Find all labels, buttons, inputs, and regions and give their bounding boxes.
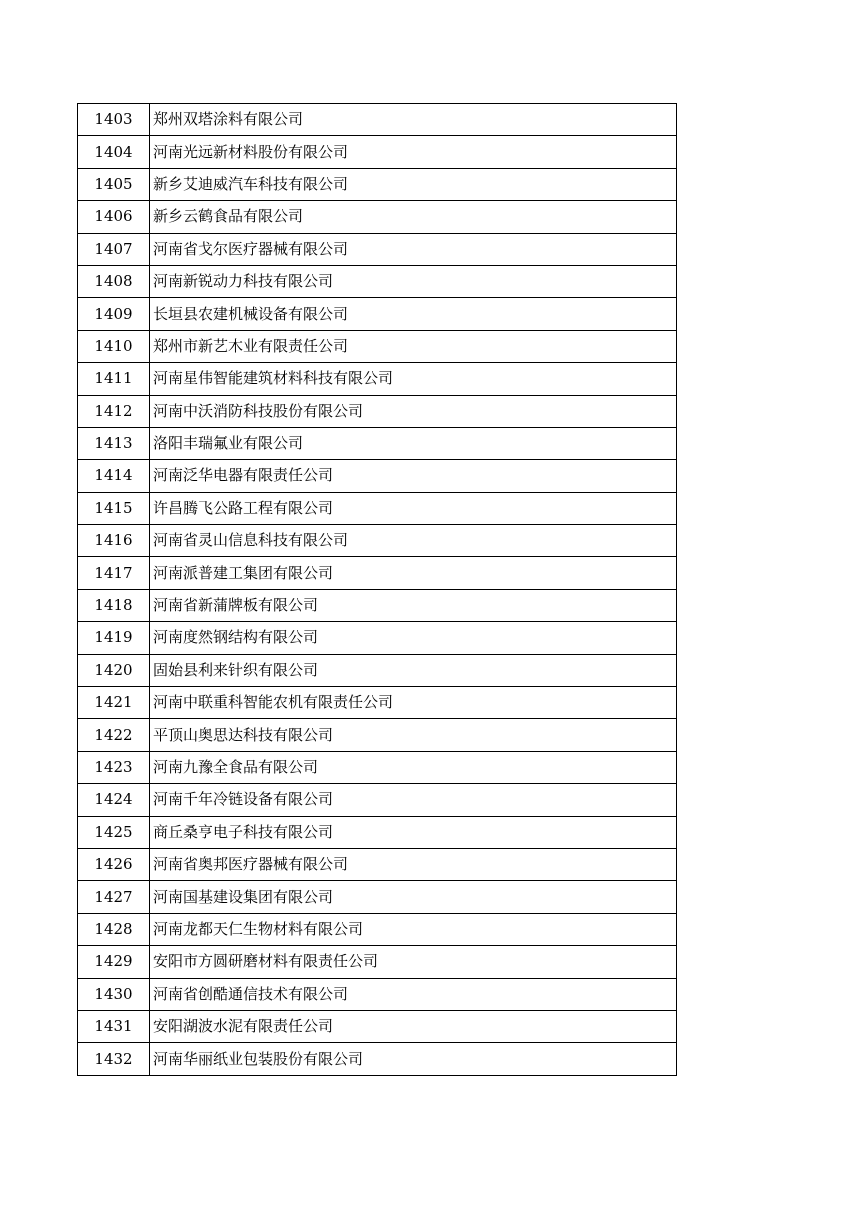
- row-number-cell: 1428: [78, 913, 150, 945]
- table-row: [78, 687, 677, 719]
- company-name-cell: 郑州双塔涂料有限公司: [150, 104, 677, 136]
- row-number-cell: 1426: [78, 848, 150, 880]
- row-number-cell: 1429: [78, 946, 150, 978]
- table-row: [78, 589, 677, 621]
- row-number-cell: 1414: [78, 460, 150, 492]
- company-name-cell: 商丘桑亨电子科技有限公司: [150, 816, 677, 848]
- table-row: [78, 719, 677, 751]
- row-number-cell: 1427: [78, 881, 150, 913]
- row-number-cell: 1420: [78, 654, 150, 686]
- row-number-cell: 1416: [78, 525, 150, 557]
- table-row: [78, 233, 677, 265]
- company-name-cell: 河南省灵山信息科技有限公司: [150, 525, 677, 557]
- row-number-cell: 1432: [78, 1043, 150, 1075]
- company-name-cell: 河南九豫全食品有限公司: [150, 751, 677, 783]
- table-row: [78, 1043, 677, 1075]
- table-row: [78, 265, 677, 297]
- company-name-cell: 固始县利来针织有限公司: [150, 654, 677, 686]
- company-name-cell: 河南星伟智能建筑材料科技有限公司: [150, 363, 677, 395]
- table-row: [78, 330, 677, 362]
- table-row: [78, 751, 677, 783]
- row-number-cell: 1418: [78, 589, 150, 621]
- row-number-cell: 1403: [78, 104, 150, 136]
- company-name-cell: 河南光远新材料股份有限公司: [150, 136, 677, 168]
- company-name-cell: 河南度然钢结构有限公司: [150, 622, 677, 654]
- company-name-cell: 长垣县农建机械设备有限公司: [150, 298, 677, 330]
- row-number-cell: 1417: [78, 557, 150, 589]
- row-number-cell: 1422: [78, 719, 150, 751]
- row-number-cell: 1421: [78, 687, 150, 719]
- company-name-cell: 河南新锐动力科技有限公司: [150, 265, 677, 297]
- table-row: [78, 978, 677, 1010]
- row-number-cell: 1405: [78, 168, 150, 200]
- row-number-cell: 1419: [78, 622, 150, 654]
- row-number-cell: 1423: [78, 751, 150, 783]
- company-name-cell: 平顶山奥思达科技有限公司: [150, 719, 677, 751]
- table-body: [78, 104, 677, 1076]
- company-name-cell: 安阳湖波水泥有限责任公司: [150, 1010, 677, 1042]
- table-row: [78, 1010, 677, 1042]
- row-number-cell: 1411: [78, 363, 150, 395]
- row-number-cell: 1410: [78, 330, 150, 362]
- company-name-cell: 河南中沃消防科技股份有限公司: [150, 395, 677, 427]
- table-row: [78, 816, 677, 848]
- table-row: [78, 168, 677, 200]
- row-number-cell: 1404: [78, 136, 150, 168]
- row-number-cell: 1409: [78, 298, 150, 330]
- company-name-cell: 河南中联重科智能农机有限责任公司: [150, 687, 677, 719]
- row-number-cell: 1415: [78, 492, 150, 524]
- row-number-cell: 1424: [78, 784, 150, 816]
- company-name-cell: 河南国基建设集团有限公司: [150, 881, 677, 913]
- table-row: [78, 395, 677, 427]
- row-number-cell: 1406: [78, 201, 150, 233]
- company-name-cell: 新乡艾迪威汽车科技有限公司: [150, 168, 677, 200]
- table-row: [78, 622, 677, 654]
- company-name-cell: 河南千年冷链设备有限公司: [150, 784, 677, 816]
- row-number-cell: 1408: [78, 265, 150, 297]
- company-name-cell: 河南省奥邦医疗器械有限公司: [150, 848, 677, 880]
- table-row: [78, 136, 677, 168]
- table-row: [78, 201, 677, 233]
- company-name-cell: 河南派普建工集团有限公司: [150, 557, 677, 589]
- company-name-cell: 许昌腾飞公路工程有限公司: [150, 492, 677, 524]
- row-number-cell: 1431: [78, 1010, 150, 1042]
- row-number-cell: 1407: [78, 233, 150, 265]
- company-name-cell: 河南泛华电器有限责任公司: [150, 460, 677, 492]
- table-row: [78, 946, 677, 978]
- table-row: [78, 654, 677, 686]
- row-number-cell: 1430: [78, 978, 150, 1010]
- table-row: [78, 427, 677, 459]
- company-list-table: [77, 103, 677, 1076]
- table-row: [78, 525, 677, 557]
- company-name-cell: 河南省创酷通信技术有限公司: [150, 978, 677, 1010]
- company-name-cell: 河南龙都天仁生物材料有限公司: [150, 913, 677, 945]
- company-name-cell: 洛阳丰瑞氟业有限公司: [150, 427, 677, 459]
- table-row: [78, 881, 677, 913]
- company-name-cell: 河南省戈尔医疗器械有限公司: [150, 233, 677, 265]
- row-number-cell: 1413: [78, 427, 150, 459]
- company-name-cell: 安阳市方圆研磨材料有限责任公司: [150, 946, 677, 978]
- table-row: [78, 913, 677, 945]
- company-name-cell: 河南省新蒲牌板有限公司: [150, 589, 677, 621]
- company-name-cell: 新乡云鹤食品有限公司: [150, 201, 677, 233]
- table-row: [78, 557, 677, 589]
- table-row: [78, 460, 677, 492]
- table-row: [78, 298, 677, 330]
- row-number-cell: 1425: [78, 816, 150, 848]
- company-name-cell: 河南华丽纸业包装股份有限公司: [150, 1043, 677, 1075]
- row-number-cell: 1412: [78, 395, 150, 427]
- table-row: [78, 492, 677, 524]
- table-row: [78, 104, 677, 136]
- company-name-cell: 郑州市新艺木业有限责任公司: [150, 330, 677, 362]
- table-row: [78, 848, 677, 880]
- table-row: [78, 363, 677, 395]
- table-row: [78, 784, 677, 816]
